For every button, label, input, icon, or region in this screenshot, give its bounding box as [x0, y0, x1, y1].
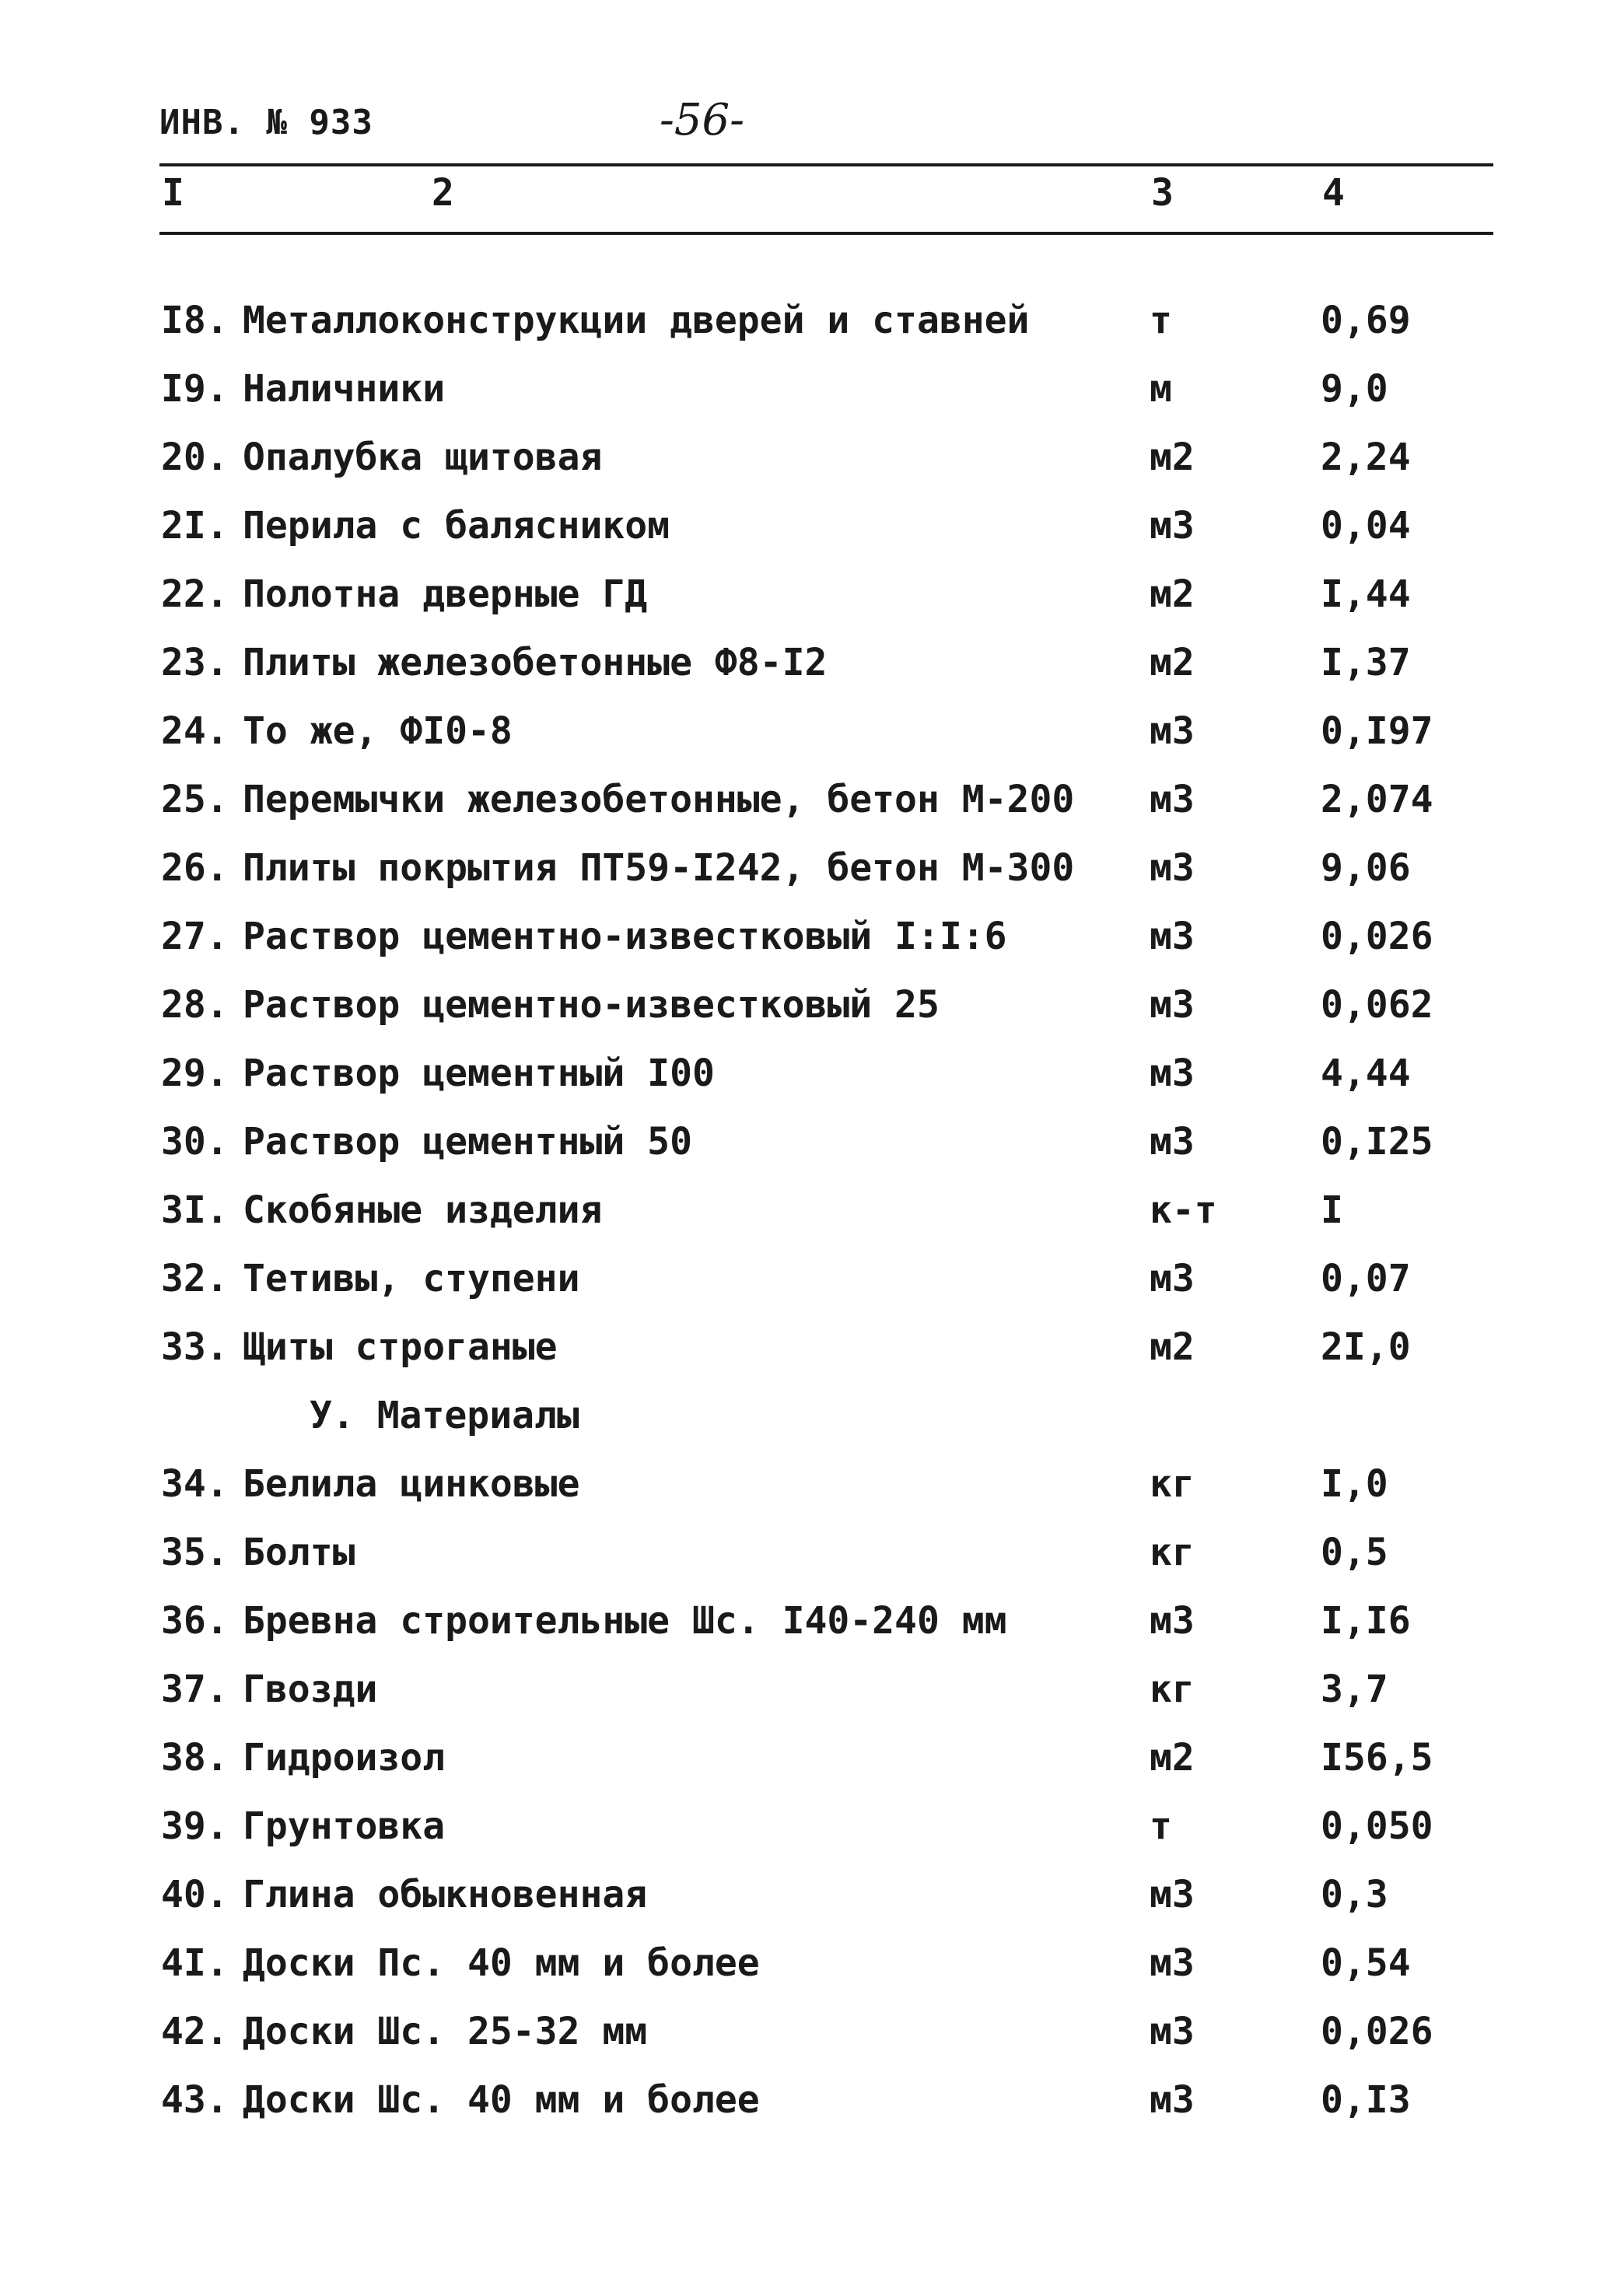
table-row [0, 2007, 1617, 2075]
row-number: 43. [161, 2078, 229, 2122]
row-unit: м2 [1150, 1325, 1195, 1369]
row-quantity: 4,44 [1321, 1052, 1411, 1095]
row-quantity: 2,074 [1321, 778, 1433, 821]
row-number: 24. [161, 709, 229, 753]
row-unit: м3 [1150, 983, 1195, 1027]
row-number: 34. [161, 1462, 229, 1506]
row-name: Гидроизол [243, 1736, 446, 1780]
row-number: I9. [161, 367, 229, 411]
column-header-3: 3 [1151, 171, 1174, 215]
row-number: 36. [161, 1599, 229, 1643]
row-quantity: I,44 [1321, 572, 1411, 616]
row-quantity: 0,07 [1321, 1257, 1411, 1300]
row-unit: м2 [1150, 641, 1195, 684]
row-quantity: 0,026 [1321, 2010, 1433, 2053]
row-quantity: 9,06 [1321, 846, 1411, 890]
row-number: 20. [161, 436, 229, 479]
table-row [0, 912, 1617, 980]
row-number: 38. [161, 1736, 229, 1780]
row-unit: м3 [1150, 504, 1195, 548]
row-name: Доски Шс. 40 мм и более [243, 2078, 760, 2122]
row-unit: кг [1150, 1462, 1195, 1506]
row-quantity: 2I,0 [1321, 1325, 1411, 1369]
row-name: Глина обыкновенная [243, 1873, 648, 1916]
row-quantity: 3,7 [1321, 1668, 1388, 1711]
table-row [0, 1117, 1617, 1185]
row-unit: м3 [1150, 2078, 1195, 2122]
table-row [0, 501, 1617, 569]
table-row [0, 296, 1617, 364]
row-unit: м3 [1150, 1941, 1195, 1985]
table-row [0, 843, 1617, 912]
table-row [0, 1596, 1617, 1664]
table-row [0, 638, 1617, 706]
row-unit: т [1150, 299, 1172, 342]
column-header-4: 4 [1322, 171, 1345, 215]
row-unit: м [1150, 367, 1172, 411]
row-quantity: I [1321, 1188, 1343, 1232]
row-number: 3I. [161, 1188, 229, 1232]
row-quantity: I,I6 [1321, 1599, 1411, 1643]
row-quantity: 0,I3 [1321, 2078, 1411, 2122]
row-number: 29. [161, 1052, 229, 1095]
row-unit: м2 [1150, 572, 1195, 616]
table-row [0, 1048, 1617, 1117]
row-unit: м3 [1150, 1120, 1195, 1164]
page-number: -56- [660, 95, 745, 145]
table-row [0, 1459, 1617, 1528]
row-unit: м2 [1150, 1736, 1195, 1780]
row-unit: м3 [1150, 2010, 1195, 2053]
row-quantity: 0,54 [1321, 1941, 1411, 1985]
row-number: 26. [161, 846, 229, 890]
row-unit: м3 [1150, 778, 1195, 821]
section-heading-row [0, 1391, 1617, 1459]
row-unit: м3 [1150, 1599, 1195, 1643]
row-number: 25. [161, 778, 229, 821]
row-name: У. Материалы [310, 1394, 579, 1437]
row-quantity: 0,5 [1321, 1531, 1388, 1574]
row-number: 4I. [161, 1941, 229, 1985]
table-row [0, 1801, 1617, 1870]
row-number: 42. [161, 2010, 229, 2053]
table-row [0, 1185, 1617, 1254]
row-name: Болты [243, 1531, 355, 1574]
row-name: Перемычки железобетонные, бетон М-200 [243, 778, 1075, 821]
row-name: Доски Пс. 40 мм и более [243, 1941, 760, 1985]
row-name: Раствор цементно-известковый I:I:6 [243, 915, 1007, 958]
row-name: Наличники [243, 367, 446, 411]
row-name: Раствор цементно-известковый 25 [243, 983, 940, 1027]
table-row [0, 706, 1617, 775]
table-row [0, 775, 1617, 843]
row-number: 40. [161, 1873, 229, 1916]
table-row [0, 364, 1617, 432]
row-name: Перила с балясником [243, 504, 670, 548]
row-name: Полотна дверные ГД [243, 572, 648, 616]
row-name: Плиты покрытия ПТ59-I242, бетон М-300 [243, 846, 1075, 890]
row-name: Гвозди [243, 1668, 378, 1711]
row-number: 32. [161, 1257, 229, 1300]
row-number: 37. [161, 1668, 229, 1711]
row-quantity: 0,69 [1321, 299, 1411, 342]
row-name: Раствор цементный 50 [243, 1120, 692, 1164]
row-name: Опалубка щитовая [243, 436, 603, 479]
row-quantity: 9,0 [1321, 367, 1388, 411]
row-name: То же, ФI0-8 [243, 709, 513, 753]
inventory-number: ИНВ. № 933 [159, 103, 373, 142]
row-unit: к-т [1150, 1188, 1217, 1232]
row-quantity: 0,I25 [1321, 1120, 1433, 1164]
row-name: Бревна строительные Шс. I40-240 мм [243, 1599, 1007, 1643]
row-number: 33. [161, 1325, 229, 1369]
row-name: Щиты строганые [243, 1325, 558, 1369]
row-quantity: 0,062 [1321, 983, 1433, 1027]
row-unit: кг [1150, 1531, 1195, 1574]
row-unit: т [1150, 1804, 1172, 1848]
table-row [0, 432, 1617, 501]
row-number: 35. [161, 1531, 229, 1574]
column-header-1: I [162, 171, 184, 215]
row-quantity: 0,I97 [1321, 709, 1433, 753]
column-header-2: 2 [432, 171, 454, 215]
row-unit: м3 [1150, 709, 1195, 753]
row-quantity: I,37 [1321, 641, 1411, 684]
row-unit: м3 [1150, 1052, 1195, 1095]
row-unit: м3 [1150, 1873, 1195, 1916]
table-row [0, 1254, 1617, 1322]
table-row [0, 980, 1617, 1048]
row-quantity: I,0 [1321, 1462, 1388, 1506]
row-name: Металлоконструкции дверей и ставней [243, 299, 1030, 342]
row-name: Доски Шс. 25-32 мм [243, 2010, 648, 2053]
table-row [0, 1664, 1617, 1733]
table-row [0, 1322, 1617, 1391]
row-unit: кг [1150, 1668, 1195, 1711]
row-number: 27. [161, 915, 229, 958]
row-name: Грунтовка [243, 1804, 446, 1848]
row-quantity: 0,3 [1321, 1873, 1388, 1916]
row-name: Плиты железобетонные Ф8-I2 [243, 641, 828, 684]
table-row [0, 1528, 1617, 1596]
table-row [0, 569, 1617, 638]
row-unit: м2 [1150, 436, 1195, 479]
row-name: Скобяные изделия [243, 1188, 603, 1232]
row-number: 39. [161, 1804, 229, 1848]
row-quantity: 0,04 [1321, 504, 1411, 548]
row-number: 28. [161, 983, 229, 1027]
table-body [0, 296, 1617, 2144]
row-name: Белила цинковые [243, 1462, 580, 1506]
row-quantity: 2,24 [1321, 436, 1411, 479]
row-name: Тетивы, ступени [243, 1257, 580, 1300]
table-row [0, 1733, 1617, 1801]
row-number: 30. [161, 1120, 229, 1164]
row-number: 22. [161, 572, 229, 616]
row-quantity: 0,026 [1321, 915, 1433, 958]
row-number: 2I. [161, 504, 229, 548]
table-header-rule [159, 232, 1493, 235]
row-unit: м3 [1150, 846, 1195, 890]
table-row [0, 1938, 1617, 2007]
table-row [0, 2075, 1617, 2144]
table-top-rule [159, 163, 1493, 166]
row-number: 23. [161, 641, 229, 684]
row-quantity: I56,5 [1321, 1736, 1433, 1780]
row-unit: м3 [1150, 915, 1195, 958]
row-number: I8. [161, 299, 229, 342]
row-name: Раствор цементный I00 [243, 1052, 715, 1095]
table-row [0, 1870, 1617, 1938]
row-quantity: 0,050 [1321, 1804, 1433, 1848]
row-unit: м3 [1150, 1257, 1195, 1300]
